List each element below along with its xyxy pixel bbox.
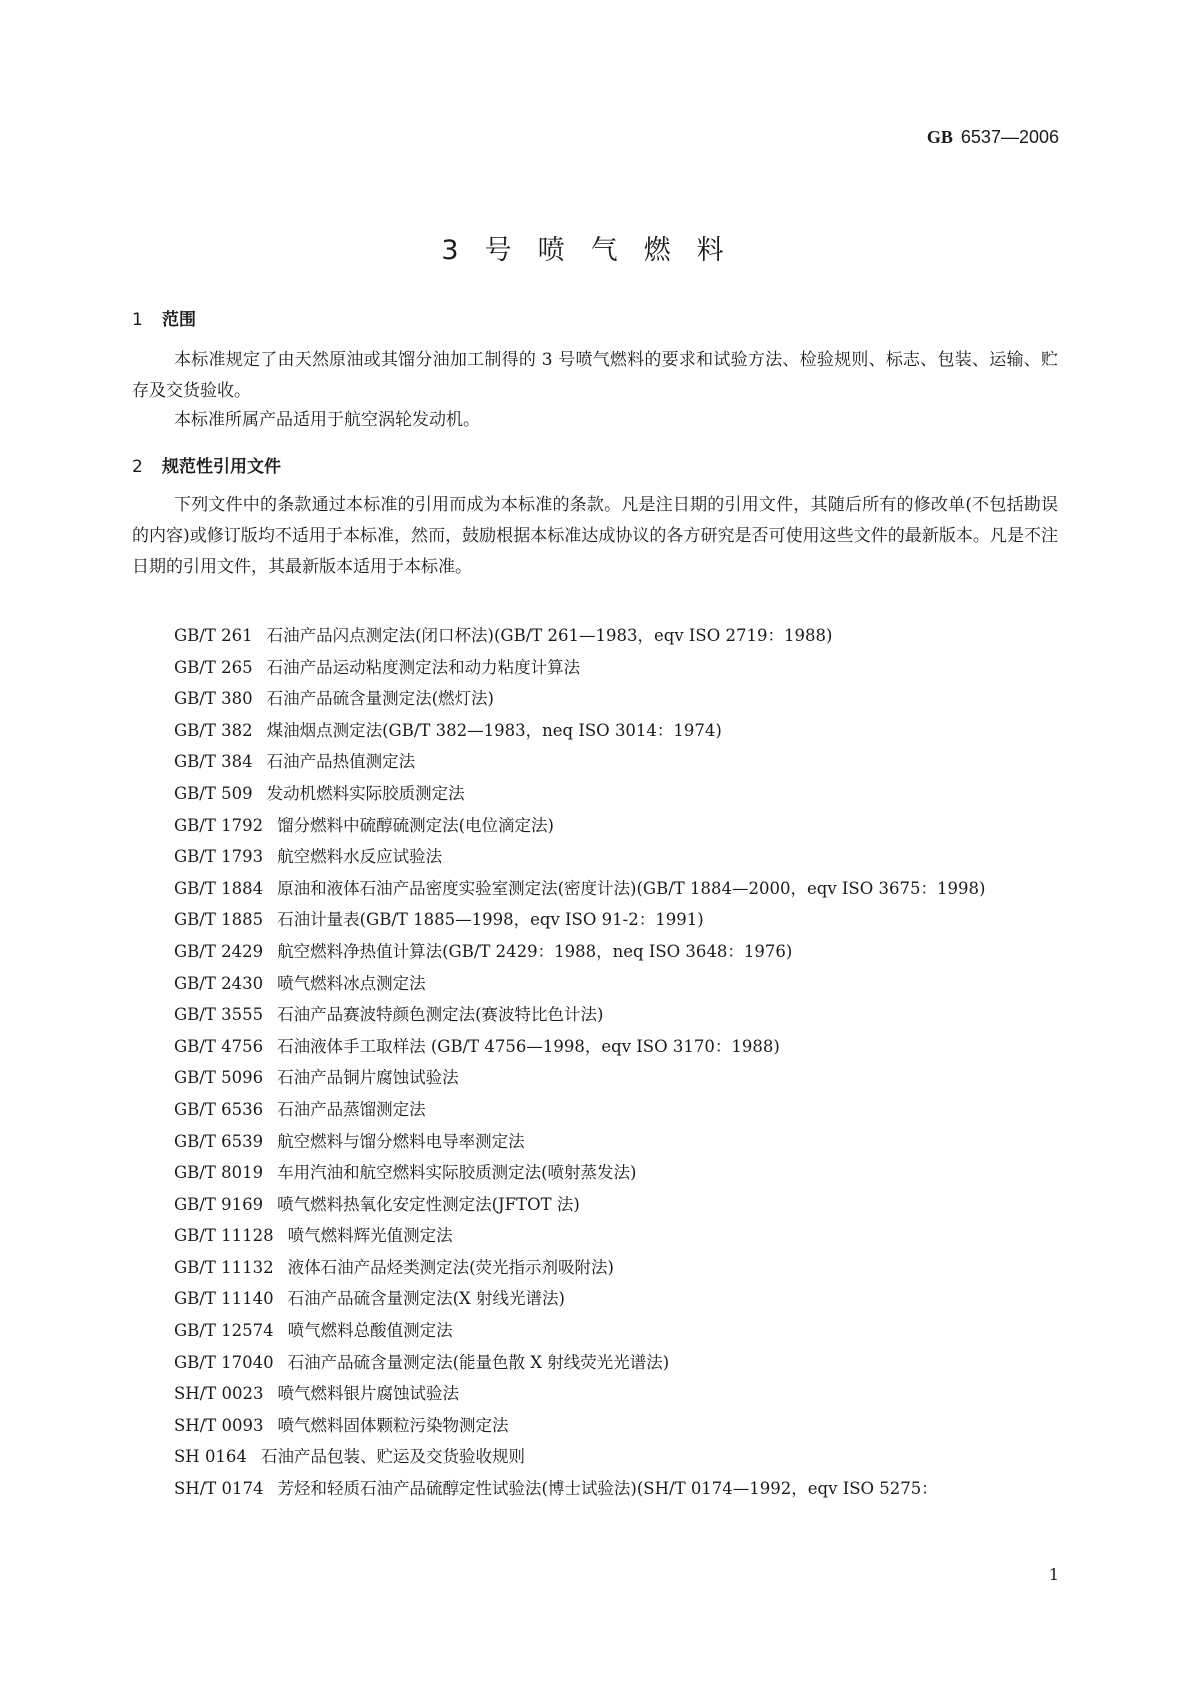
reference-title: 石油液体手工取样法 (GB/T 4756—1998，eqv ISO 3170：1988) <box>277 1036 780 1056</box>
reference-code: GB/T 11128 <box>174 1226 274 1246</box>
section-1-paragraph-2: 本标准所属产品适用于航空涡轮发动机。 <box>174 410 480 430</box>
reference-title: 石油产品硫含量测定法(能量色散 X 射线荧光光谱法) <box>287 1352 670 1372</box>
reference-item <box>174 968 1062 1000</box>
reference-title: 喷气燃料固体颗粒污染物测定法 <box>277 1415 509 1435</box>
reference-title: 石油产品硫含量测定法(燃灯法) <box>266 689 494 709</box>
reference-code: GB/T 1884 <box>174 878 264 898</box>
standard-prefix: GB <box>926 127 953 147</box>
reference-item <box>174 1126 1062 1158</box>
reference-title: 石油产品闪点测定法(闭口杯法)(GB/T 261—1983，eqv ISO 2719：1988) <box>266 626 833 645</box>
reference-code: GB/T 5096 <box>174 1068 264 1088</box>
reference-title: 石油产品赛波特颜色测定法(赛波特比色计法) <box>277 1005 604 1025</box>
reference-item <box>132 873 1062 905</box>
reference-code: GB/T 4756 <box>174 1036 264 1056</box>
reference-code: GB/T 265 <box>174 657 253 677</box>
page-number: 1 <box>1048 1565 1059 1584</box>
reference-code: GB/T 382 <box>174 720 253 740</box>
reference-code: GB/T 261 <box>174 626 253 645</box>
reference-code: GB/T 1793 <box>174 847 264 867</box>
reference-code: SH 0164 <box>174 1447 247 1467</box>
reference-item <box>174 1062 1062 1094</box>
reference-code: GB/T 2430 <box>174 973 264 993</box>
reference-code: SH/T 0093 <box>174 1415 264 1435</box>
reference-item <box>174 1410 1062 1442</box>
reference-item <box>174 999 1062 1031</box>
reference-title: 石油产品运动粘度测定法和动力粘度计算法 <box>266 657 581 677</box>
reference-item <box>174 746 1062 778</box>
standard-number: 6537—2006 <box>960 127 1059 147</box>
section-number: 2 <box>132 457 143 477</box>
reference-item <box>174 778 1062 810</box>
reference-code: GB/T 6536 <box>174 1099 264 1119</box>
reference-item <box>174 1283 1062 1315</box>
reference-title: 石油产品包装、贮运及交货验收规则 <box>260 1447 525 1467</box>
reference-title: 石油产品铜片腐蚀试验法 <box>277 1068 459 1088</box>
reference-title: 煤油烟点测定法(GB/T 382—1983，neq ISO 3014：1974) <box>266 720 722 740</box>
section-title: 规范性引用文件 <box>162 457 281 477</box>
reference-code: GB/T 509 <box>174 783 253 803</box>
reference-item <box>174 1252 1062 1284</box>
reference-code: GB/T 1885 <box>174 910 264 930</box>
reference-code: GB/T 1792 <box>174 815 264 835</box>
reference-title: 发动机燃料实际胶质测定法 <box>266 783 465 803</box>
reference-item <box>174 1378 1062 1410</box>
reference-title: 喷气燃料辉光值测定法 <box>287 1226 453 1246</box>
reference-item <box>174 1220 1062 1252</box>
reference-title: 喷气燃料银片腐蚀试验法 <box>277 1384 459 1404</box>
reference-title: 芳烃和轻质石油产品硫醇定性试验法(博士试验法)(SH/T 0174—1992，eqv ISO 5275： <box>277 1479 938 1499</box>
document-title: 3号喷气燃料 <box>441 235 750 266</box>
reference-code: GB/T 2429 <box>174 941 264 961</box>
reference-item <box>174 1157 1062 1189</box>
reference-item <box>174 683 1062 715</box>
section-1-heading <box>132 305 196 330</box>
section-1-paragraph-1: 本标准规定了由天然原油或其馏分油加工制得的 3 号喷气燃料的要求和试验方法、检验规则、标志、包装、运输、贮存及交货验收。 <box>132 350 1058 401</box>
section-2-paragraph-1: 下列文件中的条款通过本标准的引用而成为本标准的条款。凡是注日期的引用文件，其随后所有的修改单(不包括勘误的内容)或修订版均不适用于本标准，然而，鼓励根据本标准达成协议的各方研究是否可使用这些文件的最新版本。凡是不注日期的引用文件，其最新版本适用于本标准。 <box>132 495 1058 577</box>
reference-item <box>174 715 1062 747</box>
section-number: 1 <box>132 310 143 330</box>
reference-code: GB/T 12574 <box>174 1321 274 1341</box>
standard-code <box>927 127 1059 148</box>
reference-item <box>174 936 1062 968</box>
reference-title: 航空燃料水反应试验法 <box>277 847 443 867</box>
reference-code: SH/T 0174 <box>174 1479 264 1499</box>
reference-item <box>174 652 1062 684</box>
reference-item <box>174 841 1062 873</box>
reference-title: 喷气燃料热氧化安定性测定法(JFTOT 法) <box>277 1194 580 1214</box>
reference-title: 液体石油产品烃类测定法(荧光指示剂吸附法) <box>287 1257 614 1277</box>
section-title: 范围 <box>162 310 196 330</box>
reference-code: GB/T 11132 <box>174 1257 274 1277</box>
reference-title: 石油计量表(GB/T 1885—1998，eqv ISO 91-2：1991) <box>277 910 704 930</box>
reference-title: 喷气燃料冰点测定法 <box>277 973 426 993</box>
reference-title: 车用汽油和航空燃料实际胶质测定法(喷射蒸发法) <box>277 1163 637 1183</box>
reference-code: GB/T 11140 <box>174 1289 274 1309</box>
reference-code: GB/T 384 <box>174 752 253 772</box>
reference-item <box>174 1473 1062 1505</box>
reference-title: 石油产品蒸馏测定法 <box>277 1099 426 1119</box>
reference-title: 石油产品硫含量测定法(X 射线光谱法) <box>287 1289 565 1309</box>
reference-code: GB/T 8019 <box>174 1163 264 1183</box>
reference-item <box>174 1094 1062 1126</box>
reference-code: GB/T 3555 <box>174 1005 264 1025</box>
reference-code: GB/T 17040 <box>174 1352 274 1372</box>
reference-item <box>174 1189 1062 1221</box>
reference-title: 航空燃料净热值计算法(GB/T 2429：1988，neq ISO 3648：1976) <box>277 941 793 961</box>
reference-title: 石油产品热值测定法 <box>266 752 416 772</box>
reference-item <box>174 1315 1062 1347</box>
reference-code: GB/T 6539 <box>174 1131 264 1151</box>
reference-item <box>174 620 1062 652</box>
reference-item <box>174 904 1062 936</box>
reference-title: 原油和液体石油产品密度实验室测定法(密度计法)(GB/T 1884—2000，eqv ISO 3675：1998) <box>277 878 986 898</box>
normative-references-list <box>132 620 1062 1505</box>
section-2-heading <box>132 452 281 477</box>
reference-code: GB/T 380 <box>174 689 253 709</box>
reference-title: 喷气燃料总酸值测定法 <box>287 1321 453 1341</box>
reference-item <box>174 1031 1062 1063</box>
reference-code: GB/T 9169 <box>174 1194 264 1214</box>
reference-item <box>174 810 1062 842</box>
reference-title: 航空燃料与馏分燃料电导率测定法 <box>277 1131 525 1151</box>
reference-code: SH/T 0023 <box>174 1384 264 1404</box>
reference-item <box>174 1347 1062 1379</box>
reference-title: 馏分燃料中硫醇硫测定法(电位滴定法) <box>277 815 554 835</box>
reference-item <box>174 1441 1062 1473</box>
